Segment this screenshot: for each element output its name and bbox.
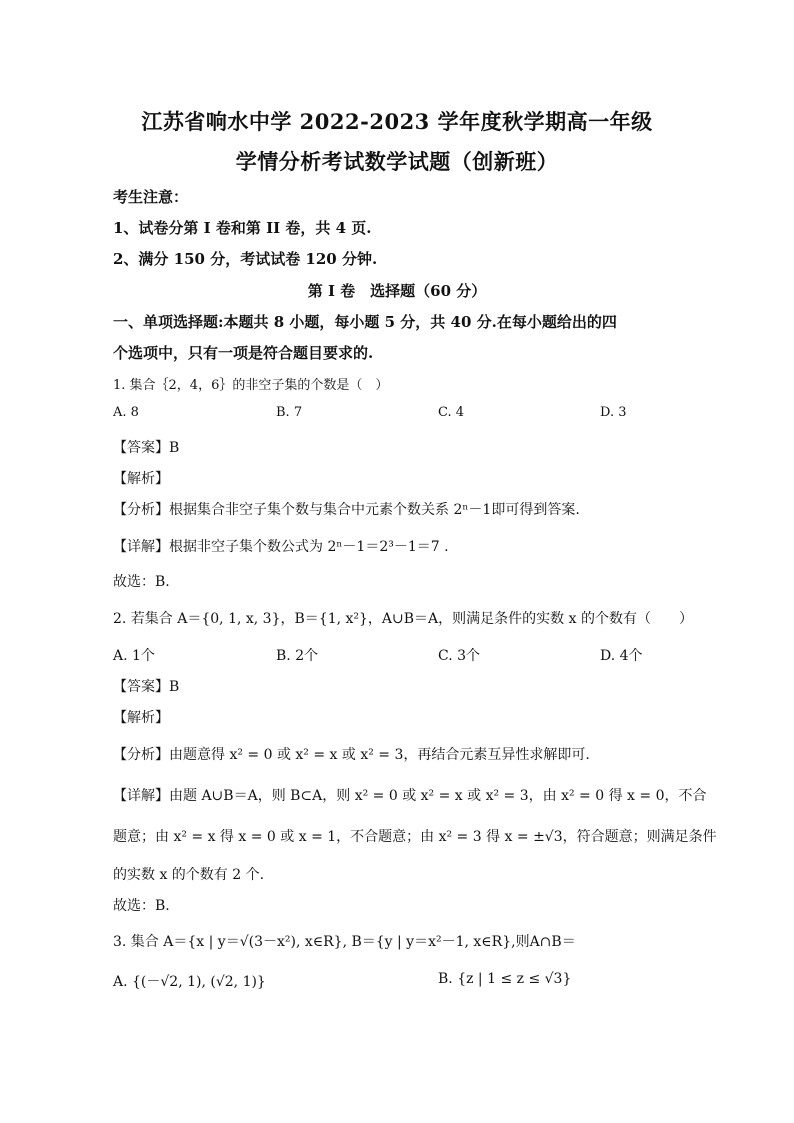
- q2-option-a: A. 1个: [113, 648, 155, 664]
- q1-option-c: C. 4: [438, 405, 465, 420]
- q2-detail-1: 【详解】由题 A∪B＝A，则 B⊂A，则 x² = 0 或 x² = x 或 x² = 3，由 x² = 0 得 x = 0，不合: [113, 788, 707, 804]
- q2-detail-2: 题意；由 x² = x 得 x = 0 或 x = 1，不合题意；由 x² = 3 得 x = ±√3，符合题意；则满足条件: [113, 829, 717, 845]
- q1-option-d: D. 3: [600, 405, 627, 420]
- title-line-2: 学情分析考试数学试题（创新班）: [235, 149, 559, 174]
- q3-option-b: B. {z | 1 ≤ z ≤ √3}: [438, 971, 572, 987]
- title-line-1: 江苏省响水中学 2022-2023 学年度秋学期高一年级: [141, 109, 653, 134]
- q2-option-b: B. 2个: [276, 648, 319, 664]
- q3-option-a: A. {(－√2, 1), (√2, 1)}: [113, 974, 266, 990]
- q1-detail: 【详解】根据非空子集个数公式为 2ⁿ－1＝2³－1＝7 .: [113, 539, 449, 555]
- q1-answer: 【答案】B: [113, 440, 180, 456]
- question-3-stem: 3. 集合 A＝{x | y＝√(3－x²), x∈R}, B＝{y | y＝x²－1, x∈R},则A∩B＝: [113, 934, 576, 950]
- notice-item-2: 2、满分 150 分，考试试卷 120 分钟.: [113, 250, 378, 268]
- q2-option-d: D. 4个: [600, 648, 643, 664]
- section-instruction-1: 一、单项选择题:本题共 8 小题，每小题 5 分，共 40 分.在每小题给出的四: [113, 313, 617, 331]
- q1-choice: 故选：B.: [113, 574, 170, 590]
- q2-detail-3: 的实数 x 的个数有 2 个.: [113, 867, 265, 883]
- q1-fenxi: 【分析】根据集合非空子集个数与集合中元素个数关系 2ⁿ－1即可得到答案.: [113, 502, 580, 518]
- q2-choice: 故选：B.: [113, 898, 170, 914]
- q1-option-b: B. 7: [276, 405, 303, 420]
- section-instruction-2: 个选项中，只有一项是符合题目要求的.: [113, 344, 374, 362]
- part-1-heading: 第 I 卷 选择题（60 分）: [307, 282, 487, 300]
- notice-heading: 考生注意：: [113, 188, 189, 206]
- question-1-stem: 1. 集合｛2，4，6｝的非空子集的个数是（ ）: [113, 378, 389, 393]
- q2-fenxi: 【分析】由题意得 x² = 0 或 x² = x 或 x² = 3，再结合元素互异性求解即可.: [113, 747, 590, 763]
- question-2-stem: 2. 若集合 A＝{0, 1, x, 3}，B＝{1, x²}，A∪B＝A，则满足条件的实数 x 的个数有（ ）: [113, 611, 693, 627]
- q2-analysis-label: 【解析】: [113, 710, 169, 726]
- q1-analysis-label: 【解析】: [113, 471, 169, 487]
- q2-option-c: C. 3个: [438, 648, 481, 664]
- notice-item-1: 1、试卷分第 I 卷和第 II 卷，共 4 页.: [113, 219, 372, 237]
- q2-answer: 【答案】B: [113, 679, 180, 695]
- q1-option-a: A. 8: [113, 405, 139, 420]
